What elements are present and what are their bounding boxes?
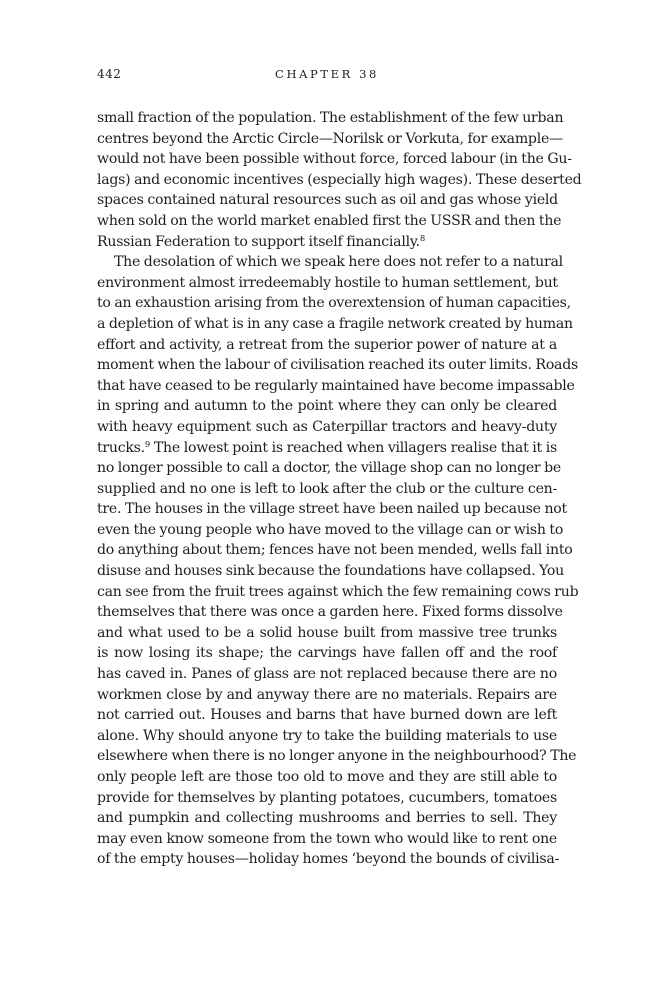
text-line: would not have been possible without force, forced labour (in the Gu- xyxy=(97,151,572,168)
text-line: can see from the fruit trees against which the few remaining cows rub xyxy=(97,583,579,600)
text-line: workmen close by and anyway there are no materials. Repairs are xyxy=(97,686,557,703)
body-text xyxy=(97,108,582,870)
text-line xyxy=(97,438,557,459)
text-line: environment almost irredeemably hostile to human settlement, but xyxy=(97,274,558,291)
text-line: themselves that there was once a garden here. Fixed forms dissolve xyxy=(97,604,563,621)
paragraph xyxy=(97,252,579,870)
text-line: has caved in. Panes of glass are not replaced because there are no xyxy=(97,666,557,683)
line-text: The lowest point is reached when villagers realise that it is xyxy=(150,439,557,456)
text-line: when sold on the world market enabled first the USSR and then the xyxy=(97,212,562,229)
text-line: do anything about them; fences have not been mended, wells fall into xyxy=(97,542,573,559)
text-line: alone. Why should anyone try to take the building materials to use xyxy=(97,727,557,744)
paragraph xyxy=(97,108,582,252)
text-line: may even know someone from the town who would like to rent one xyxy=(97,830,557,847)
text-line: with heavy equipment such as Caterpillar tractors and heavy-duty xyxy=(97,418,557,435)
text-line: tre. The houses in the village street have been nailed up because not xyxy=(97,501,567,518)
text-line: to an exhaustion arising from the overextension of human capacities, xyxy=(97,295,571,312)
text-line xyxy=(97,232,557,253)
running-head xyxy=(97,67,557,85)
text-line: elsewhere when there is no longer anyone in the neighbourhood? The xyxy=(97,748,577,765)
text-line: even the young people who have moved to the village can or wish to xyxy=(97,521,564,538)
text-line: and pumpkin and collecting mushrooms and berries to sell. They xyxy=(97,810,557,827)
text-line: a depletion of what is in any case a fragile network created by human xyxy=(97,315,573,332)
page-number: 442 xyxy=(97,67,122,81)
line-text: Russian Federation to support itself financially. xyxy=(97,233,420,250)
text-line: lags) and economic incentives (especially high wages). These deserted xyxy=(97,171,582,188)
text-line: is now losing its shape; the carvings have fallen off and the roof xyxy=(97,645,557,662)
text-line: only people left are those too old to move and they are still able to xyxy=(97,769,557,785)
footnote-reference[interactable]: 9 xyxy=(144,439,151,450)
text-line: moment when the labour of civilisation reached its outer limits. Roads xyxy=(97,357,578,374)
text-line: that have ceased to be regularly maintained have become impassable xyxy=(97,377,575,394)
text-line: and what used to be a solid house built from massive tree trunks xyxy=(97,624,557,641)
text-line: of the empty houses—holiday homes ‘beyond the bounds of civilisa- xyxy=(97,851,560,868)
chapter-heading: CHAPTER 38 xyxy=(275,67,379,81)
text-line: supplied and no one is left to look after the club or the culture cen- xyxy=(97,480,557,497)
footnote-reference[interactable]: 8 xyxy=(419,233,426,244)
text-line: no longer possible to call a doctor, the village shop can no longer be xyxy=(97,460,562,477)
text-line: effort and activity, a retreat from the superior power of nature at a xyxy=(97,336,557,353)
text-line: not carried out. Houses and barns that have burned down are left xyxy=(97,707,557,724)
text-line: The desolation of which we speak here does not refer to a natural xyxy=(114,254,563,271)
text-line: small fraction of the population. The establishment of the few urban xyxy=(97,110,564,126)
text-line: provide for themselves by planting potatoes, cucumbers, tomatoes xyxy=(97,789,557,806)
text-line: centres beyond the Arctic Circle—Norilsk or Vorkuta, for example— xyxy=(97,130,563,147)
text-line: in spring and autumn to the point where they can only be cleared xyxy=(97,398,557,415)
text-line: spaces contained natural resources such as oil and gas whose yield xyxy=(97,192,558,209)
line-text: trucks. xyxy=(97,439,145,456)
text-line: disuse and houses sink because the foundations have collapsed. You xyxy=(97,563,564,580)
